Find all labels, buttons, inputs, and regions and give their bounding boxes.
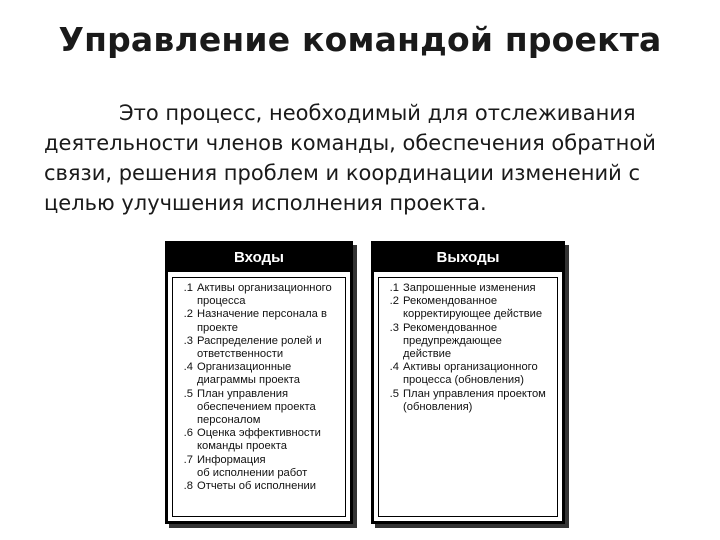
- outputs-body: [378, 277, 558, 517]
- inputs-header: Входы: [168, 244, 350, 272]
- item-number: .5: [183, 387, 193, 400]
- item-text: Отчеты об исполнении: [197, 480, 316, 493]
- item-text: Запрошенные изменения: [403, 282, 536, 294]
- list-item: [173, 388, 345, 428]
- outputs-header: Выходы: [374, 244, 562, 272]
- list-item: [173, 454, 345, 480]
- item-text: Организационные диаграммы проекта: [197, 361, 301, 387]
- item-text: Рекомендованное предупреждающее действие: [403, 321, 502, 361]
- list-item: [379, 295, 557, 321]
- item-number: .6: [183, 427, 193, 440]
- list-item: [173, 427, 345, 453]
- item-number: .2: [183, 308, 193, 321]
- list-item: [173, 335, 345, 361]
- item-number: .4: [183, 361, 193, 374]
- list-item: [379, 361, 557, 387]
- list-item: [379, 388, 557, 414]
- list-item: [173, 480, 345, 493]
- item-number: .5: [389, 387, 399, 400]
- outputs-list: [379, 278, 557, 414]
- item-text: План управления обеспечением проекта персоналом: [197, 387, 316, 427]
- item-text: Назначение персонала в проекте: [197, 308, 327, 334]
- slide-paragraph: Это процесс, необходимый для отслеживания деятельности членов команды, обеспечения обратной связи, решения проблем и координации изменений с целью улучшения исполнения проекта.: [44, 101, 656, 215]
- inputs-body: [172, 277, 346, 517]
- list-item: [173, 361, 345, 387]
- item-number: .3: [183, 334, 193, 347]
- item-text: Активы организационного процесса: [197, 282, 332, 308]
- item-number: .1: [389, 282, 399, 294]
- slide-title: Управление командой проекта: [58, 20, 662, 59]
- item-text: Оценка эффективности команды проекта: [197, 427, 321, 453]
- item-number: .2: [389, 295, 399, 308]
- list-item: [379, 282, 557, 295]
- item-text: Активы организационного процесса (обновления): [403, 361, 538, 387]
- inputs-list: [173, 278, 345, 493]
- item-number: .1: [183, 282, 193, 294]
- list-item: [173, 308, 345, 334]
- list-item: [173, 282, 345, 308]
- item-text: Распределение ролей и ответственности: [197, 334, 322, 361]
- item-text: Информация об исполнении работ: [197, 453, 308, 479]
- outputs-panel: [371, 241, 565, 524]
- item-text: План управления проектом (обновления): [403, 387, 546, 413]
- item-number: .3: [389, 321, 399, 334]
- item-number: .4: [389, 361, 399, 374]
- list-item: [379, 322, 557, 362]
- item-number: .8: [183, 480, 193, 493]
- inputs-panel: [165, 241, 353, 524]
- item-text: Рекомендованное корректирующее действие: [403, 295, 543, 321]
- item-number: .7: [183, 453, 193, 466]
